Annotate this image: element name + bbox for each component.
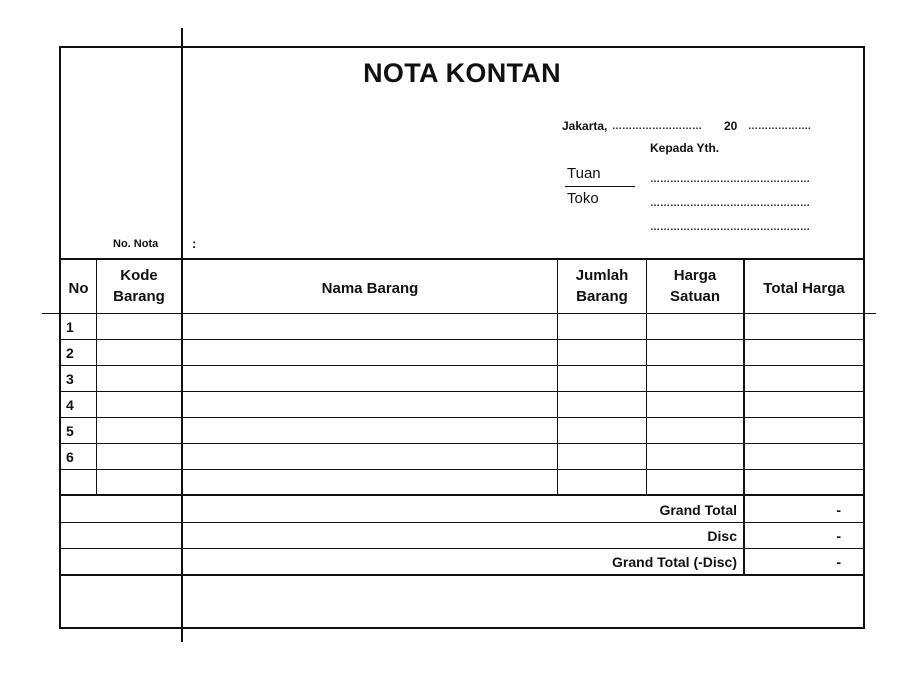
header-harga-1: Harga — [673, 267, 717, 284]
frame-top — [59, 46, 865, 48]
year-label: 20 — [724, 119, 738, 133]
frame-left — [59, 46, 61, 629]
totals-line-2 — [59, 548, 865, 549]
no-nota-colon: : — [192, 236, 197, 251]
row-number-1: 1 — [66, 319, 74, 335]
kepada-label: Kepada Yth. — [650, 141, 720, 155]
extra-fill: ………………………………………… — [650, 222, 810, 233]
row-number-2: 2 — [66, 345, 74, 361]
totals-line-1 — [59, 522, 865, 523]
frame-right — [863, 46, 865, 629]
row-number-4: 4 — [66, 397, 74, 413]
header-no: No — [68, 280, 89, 297]
disc-label: Disc — [707, 528, 737, 544]
grand-total-disc-label: Grand Total (-Disc) — [612, 554, 737, 570]
vertical-cut-line — [181, 28, 183, 642]
page-title: NOTA KONTAN — [363, 58, 561, 88]
header-harga-2: Satuan — [669, 288, 720, 305]
row-line — [59, 469, 865, 470]
grand-total-value: - — [836, 502, 841, 518]
totals-bottom-line — [59, 574, 865, 576]
row-line — [59, 339, 865, 340]
header-jumlah-1: Jumlah — [575, 267, 629, 284]
header-kode-2: Barang — [113, 288, 165, 305]
grand-total-label: Grand Total — [659, 502, 737, 518]
header-jumlah-2: Barang — [576, 288, 628, 305]
toko-label: Toko — [567, 190, 599, 207]
tuan-fill: ………………………………………… — [650, 174, 810, 185]
grand-total-disc-value: - — [836, 554, 841, 570]
items-bottom-line — [59, 494, 865, 496]
jakarta-dots: ……………………… — [612, 121, 702, 132]
row-number-6: 6 — [66, 449, 74, 465]
year-dots: ………………. — [748, 121, 811, 132]
header-nama-barang: Nama Barang — [321, 280, 419, 297]
header-kode-1: Kode — [120, 267, 158, 284]
horizontal-cut-line — [42, 313, 876, 314]
row-number-5: 5 — [66, 423, 74, 439]
disc-value: - — [836, 528, 841, 544]
no-nota-label: No. Nota — [113, 238, 159, 250]
row-number-3: 3 — [66, 371, 74, 387]
tuan-underline — [565, 186, 635, 187]
toko-fill: ………………………………………… — [650, 198, 810, 209]
row-line — [59, 443, 865, 444]
row-line — [59, 391, 865, 392]
jakarta-label: Jakarta, — [562, 119, 608, 133]
frame-bottom — [59, 627, 865, 629]
row-line — [59, 365, 865, 366]
header-total-harga: Total Harga — [763, 280, 845, 297]
row-line — [59, 417, 865, 418]
tuan-label: Tuan — [567, 165, 601, 182]
